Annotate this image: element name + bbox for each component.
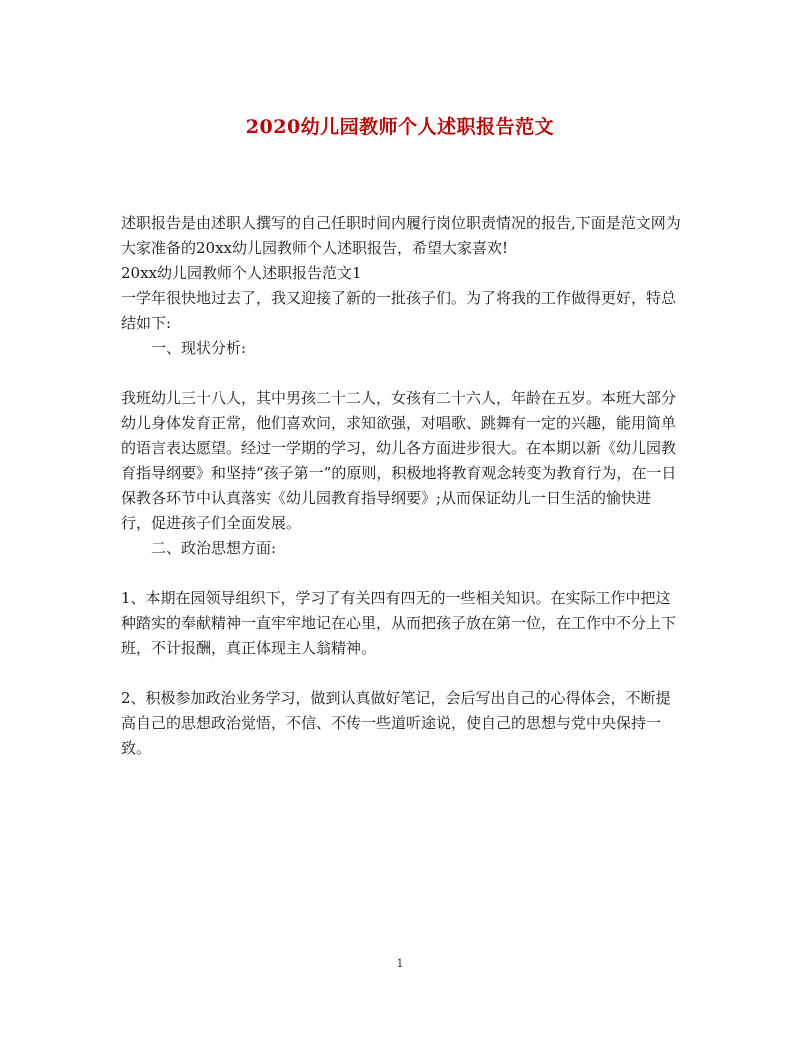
section2-item-1: 1、本期在园领导组织下，学习了有关四有四无的一些相关知识。在实际工作中把这种踏实的奉献精神一直牢牢地记在心里，从而把孩子放在第一位，在工作中不分上下班，不计报酬，真正体现主人翁精神。	[121, 589, 677, 657]
document-title: 2020幼儿园教师个人述职报告范文	[245, 116, 555, 138]
section2-item-2: 2、积极参加政治业务学习，做到认真做好笔记，会后写出自己的心得体会，不断提高自己的思想政治觉悟，不信、不传一些道听途说，使自己的思想与党中央保持一致。	[121, 689, 671, 757]
section2-heading: 二、政治思想方面:	[151, 539, 277, 557]
subtitle: 20xx幼儿园教师个人述职报告范文1	[121, 264, 362, 282]
document-body	[121, 211, 681, 761]
section1-paragraph: 我班幼儿三十八人，其中男孩二十二人，女孩有二十六人，年龄在五岁。本班大部分幼儿身体发育正常，他们喜欢问，求知欲强，对唱歌、跳舞有一定的兴趣，能用简单的语言表达愿望。经过一学期的学习，幼儿各方面进步很大。在本期以新《幼儿园教育指导纲要》和坚持“孩子第一”的原则，积极地将教育观念转变为教育行为，在一日保教各环节中认真落实《幼儿园教育指导纲要》;从而保证幼儿一日生活的愉快进行，促进孩子们全面发展。	[121, 389, 677, 532]
page-number: 1	[396, 957, 404, 970]
section1-heading: 一、现状分析:	[151, 339, 247, 357]
opening-paragraph: 一学年很快地过去了，我又迎接了新的一批孩子们。为了将我的工作做得更好，特总结如下:	[121, 289, 677, 332]
intro-paragraph: 述职报告是由述职人撰写的自己任职时间内履行岗位职责情况的报告,下面是范文网为大家准备的20xx幼儿园教师个人述职报告，希望大家喜欢!	[121, 214, 681, 257]
